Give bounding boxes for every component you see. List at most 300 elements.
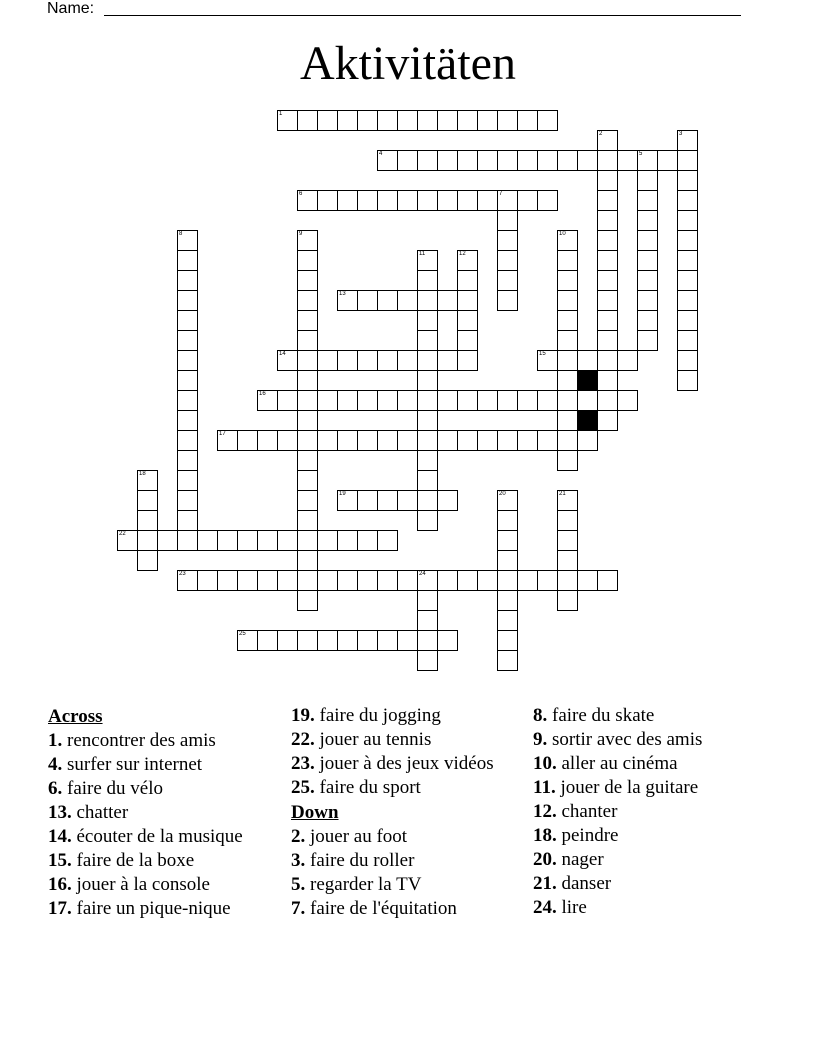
grid-cell[interactable] bbox=[537, 190, 558, 211]
grid-cell[interactable] bbox=[297, 290, 318, 311]
grid-cell[interactable] bbox=[177, 530, 198, 551]
grid-cell[interactable] bbox=[297, 190, 318, 211]
grid-cell[interactable] bbox=[557, 450, 578, 471]
grid-cell[interactable] bbox=[397, 570, 418, 591]
grid-cell[interactable] bbox=[457, 330, 478, 351]
grid-cell[interactable] bbox=[417, 450, 438, 471]
grid-cell[interactable] bbox=[257, 530, 278, 551]
cell-number: 8 bbox=[179, 231, 183, 237]
grid-cell[interactable] bbox=[377, 350, 398, 371]
grid-cell[interactable] bbox=[177, 270, 198, 291]
grid-cell[interactable] bbox=[597, 390, 618, 411]
grid-cell[interactable] bbox=[277, 570, 298, 591]
grid-cell[interactable] bbox=[557, 550, 578, 571]
grid-cell[interactable] bbox=[537, 570, 558, 591]
grid-cell[interactable] bbox=[317, 350, 338, 371]
grid-cell[interactable] bbox=[137, 470, 158, 491]
grid-cell[interactable] bbox=[457, 290, 478, 311]
grid-cell[interactable] bbox=[357, 350, 378, 371]
grid-cell[interactable] bbox=[297, 450, 318, 471]
grid-cell[interactable] bbox=[337, 110, 358, 131]
grid-cell[interactable] bbox=[237, 430, 258, 451]
grid-cell[interactable] bbox=[457, 250, 478, 271]
grid-cell[interactable] bbox=[177, 450, 198, 471]
grid-cell[interactable] bbox=[297, 390, 318, 411]
cell-number: 6 bbox=[299, 191, 303, 197]
grid-cell[interactable] bbox=[597, 570, 618, 591]
grid-cell[interactable] bbox=[557, 530, 578, 551]
grid-cell[interactable] bbox=[297, 250, 318, 271]
grid-cell[interactable] bbox=[417, 150, 438, 171]
clue-item bbox=[533, 776, 793, 799]
grid-cell[interactable] bbox=[577, 150, 598, 171]
grid-cell[interactable] bbox=[497, 590, 518, 611]
grid-cell[interactable] bbox=[417, 610, 438, 631]
grid-cell[interactable] bbox=[417, 410, 438, 431]
cell-number: 25 bbox=[239, 631, 246, 637]
grid-cell[interactable] bbox=[177, 370, 198, 391]
grid-cell[interactable] bbox=[277, 630, 298, 651]
grid-cell[interactable] bbox=[557, 290, 578, 311]
grid-cell[interactable] bbox=[497, 550, 518, 571]
grid-cell[interactable] bbox=[437, 190, 458, 211]
grid-cell[interactable] bbox=[477, 110, 498, 131]
grid-cell[interactable] bbox=[597, 350, 618, 371]
grid-cell[interactable] bbox=[137, 510, 158, 531]
grid-cell[interactable] bbox=[377, 490, 398, 511]
grid-cell[interactable] bbox=[177, 230, 198, 251]
grid-cell[interactable] bbox=[557, 390, 578, 411]
grid-cell[interactable] bbox=[457, 110, 478, 131]
grid-cell[interactable] bbox=[337, 430, 358, 451]
grid-cell[interactable] bbox=[297, 550, 318, 571]
grid-cell[interactable] bbox=[437, 290, 458, 311]
grid-cell[interactable] bbox=[257, 570, 278, 591]
grid-cell[interactable] bbox=[597, 330, 618, 351]
clue-number: 8. bbox=[533, 705, 548, 726]
cell-number: 20 bbox=[499, 491, 506, 497]
grid-cell[interactable] bbox=[597, 130, 618, 151]
grid-cell[interactable] bbox=[377, 530, 398, 551]
grid-cell[interactable] bbox=[417, 110, 438, 131]
cell-number: 2 bbox=[599, 131, 603, 137]
grid-cell[interactable] bbox=[277, 390, 298, 411]
name-line[interactable] bbox=[104, 15, 741, 16]
grid-cell[interactable] bbox=[557, 270, 578, 291]
grid-cell[interactable] bbox=[457, 350, 478, 371]
grid-cell[interactable] bbox=[357, 490, 378, 511]
grid-cell[interactable] bbox=[497, 490, 518, 511]
grid-cell[interactable] bbox=[557, 350, 578, 371]
grid-cell[interactable] bbox=[497, 530, 518, 551]
grid-cell[interactable] bbox=[557, 590, 578, 611]
grid-cell[interactable] bbox=[157, 530, 178, 551]
grid-cell[interactable] bbox=[577, 390, 598, 411]
grid-cell[interactable] bbox=[497, 570, 518, 591]
grid-cell[interactable] bbox=[637, 230, 658, 251]
grid-cell[interactable] bbox=[537, 350, 558, 371]
grid-cell[interactable] bbox=[377, 570, 398, 591]
grid-cell[interactable] bbox=[637, 290, 658, 311]
grid-cell[interactable] bbox=[557, 430, 578, 451]
clue-number: 19. bbox=[291, 705, 315, 726]
grid-cell[interactable] bbox=[617, 350, 638, 371]
grid-cell[interactable] bbox=[637, 150, 658, 171]
grid-cell[interactable] bbox=[597, 370, 618, 391]
grid-cell[interactable] bbox=[377, 190, 398, 211]
grid-cell[interactable] bbox=[357, 430, 378, 451]
grid-cell[interactable] bbox=[397, 630, 418, 651]
grid-cell[interactable] bbox=[677, 170, 698, 191]
clue-heading: Down bbox=[291, 802, 339, 823]
grid-cell[interactable] bbox=[537, 150, 558, 171]
grid-cell[interactable] bbox=[497, 290, 518, 311]
grid-cell[interactable] bbox=[637, 190, 658, 211]
grid-cell[interactable] bbox=[297, 570, 318, 591]
grid-cell[interactable] bbox=[117, 530, 138, 551]
grid-cell[interactable] bbox=[397, 110, 418, 131]
grid-cell[interactable] bbox=[437, 110, 458, 131]
grid-cell[interactable] bbox=[277, 430, 298, 451]
grid-cell[interactable] bbox=[437, 350, 458, 371]
grid-cell[interactable] bbox=[517, 430, 538, 451]
grid-cell[interactable] bbox=[557, 310, 578, 331]
clue-number: 21. bbox=[533, 873, 557, 894]
grid-cell[interactable] bbox=[337, 290, 358, 311]
grid-cell[interactable] bbox=[537, 430, 558, 451]
grid-cell[interactable] bbox=[177, 510, 198, 531]
clue-text: faire du skate bbox=[552, 705, 655, 726]
grid-cell[interactable] bbox=[457, 270, 478, 291]
grid-cell[interactable] bbox=[337, 390, 358, 411]
grid-cell[interactable] bbox=[597, 230, 618, 251]
grid-cell[interactable] bbox=[317, 190, 338, 211]
grid-cell[interactable] bbox=[357, 190, 378, 211]
clue-number: 16. bbox=[48, 874, 72, 895]
grid-cell[interactable] bbox=[237, 630, 258, 651]
grid-cell[interactable] bbox=[397, 430, 418, 451]
grid-cell[interactable] bbox=[517, 570, 538, 591]
grid-cell[interactable] bbox=[297, 430, 318, 451]
grid-cell[interactable] bbox=[637, 330, 658, 351]
grid-cell[interactable] bbox=[497, 610, 518, 631]
grid-cell[interactable] bbox=[137, 550, 158, 571]
grid-cell[interactable] bbox=[457, 430, 478, 451]
grid-cell[interactable] bbox=[337, 190, 358, 211]
grid-cell[interactable] bbox=[477, 430, 498, 451]
grid-cell[interactable] bbox=[337, 350, 358, 371]
grid-cell[interactable] bbox=[417, 590, 438, 611]
grid-cell[interactable] bbox=[577, 570, 598, 591]
grid-cell[interactable] bbox=[597, 190, 618, 211]
grid-cell[interactable] bbox=[397, 290, 418, 311]
grid-cell[interactable] bbox=[257, 390, 278, 411]
grid-cell[interactable] bbox=[177, 290, 198, 311]
grid-cell[interactable] bbox=[497, 650, 518, 671]
clue-text: faire du vélo bbox=[67, 778, 164, 799]
grid-cell[interactable] bbox=[677, 150, 698, 171]
grid-cell[interactable] bbox=[197, 570, 218, 591]
clue-number: 3. bbox=[291, 850, 306, 871]
grid-cell[interactable] bbox=[397, 350, 418, 371]
grid-cell[interactable] bbox=[297, 230, 318, 251]
grid-cell[interactable] bbox=[497, 250, 518, 271]
grid-cell[interactable] bbox=[677, 290, 698, 311]
grid-cell[interactable] bbox=[317, 110, 338, 131]
grid-cell[interactable] bbox=[397, 150, 418, 171]
grid-cell[interactable] bbox=[297, 490, 318, 511]
grid-cell[interactable] bbox=[217, 570, 238, 591]
grid-cell[interactable] bbox=[357, 570, 378, 591]
grid-cell[interactable] bbox=[417, 330, 438, 351]
grid-cell[interactable] bbox=[417, 350, 438, 371]
cell-number: 4 bbox=[379, 151, 383, 157]
grid-cell[interactable] bbox=[177, 350, 198, 371]
grid-cell[interactable] bbox=[517, 150, 538, 171]
grid-cell[interactable] bbox=[437, 150, 458, 171]
grid-cell[interactable] bbox=[417, 510, 438, 531]
grid-cell[interactable] bbox=[177, 430, 198, 451]
grid-cell[interactable] bbox=[217, 530, 238, 551]
grid-cell[interactable] bbox=[457, 570, 478, 591]
grid-cell[interactable] bbox=[417, 650, 438, 671]
grid-cell[interactable] bbox=[497, 270, 518, 291]
grid-cell[interactable] bbox=[477, 570, 498, 591]
grid-cell[interactable] bbox=[557, 230, 578, 251]
grid-cell[interactable] bbox=[497, 390, 518, 411]
grid-cell[interactable] bbox=[497, 230, 518, 251]
grid-cell[interactable] bbox=[177, 410, 198, 431]
grid-cell[interactable] bbox=[477, 390, 498, 411]
clue-number: 17. bbox=[48, 898, 72, 919]
grid-cell[interactable] bbox=[397, 490, 418, 511]
grid-cell[interactable] bbox=[417, 270, 438, 291]
grid-cell[interactable] bbox=[557, 410, 578, 431]
grid-cell[interactable] bbox=[417, 250, 438, 271]
grid-cell[interactable] bbox=[297, 630, 318, 651]
clue-text: jouer au tennis bbox=[319, 729, 432, 750]
grid-cell[interactable] bbox=[317, 570, 338, 591]
grid-cell[interactable] bbox=[177, 330, 198, 351]
clue-number: 4. bbox=[48, 754, 63, 775]
grid-cell[interactable] bbox=[377, 110, 398, 131]
grid-cell[interactable] bbox=[317, 390, 338, 411]
clue-text: faire un pique-nique bbox=[76, 898, 231, 919]
grid-cell[interactable] bbox=[437, 390, 458, 411]
grid-cell[interactable] bbox=[597, 250, 618, 271]
grid-cell[interactable] bbox=[297, 530, 318, 551]
grid-cell[interactable] bbox=[177, 250, 198, 271]
grid-cell[interactable] bbox=[597, 270, 618, 291]
grid-cell[interactable] bbox=[517, 390, 538, 411]
grid-cell[interactable] bbox=[637, 210, 658, 231]
grid-cell[interactable] bbox=[177, 490, 198, 511]
clue-item bbox=[533, 752, 793, 775]
grid-cell[interactable] bbox=[357, 290, 378, 311]
grid-cell[interactable] bbox=[437, 490, 458, 511]
grid-cell[interactable] bbox=[677, 350, 698, 371]
grid-cell[interactable] bbox=[577, 350, 598, 371]
grid-cell[interactable] bbox=[297, 590, 318, 611]
grid-cell[interactable] bbox=[677, 210, 698, 231]
grid-cell[interactable] bbox=[197, 530, 218, 551]
grid-cell[interactable] bbox=[497, 430, 518, 451]
grid-cell[interactable] bbox=[517, 110, 538, 131]
grid-cell[interactable] bbox=[377, 430, 398, 451]
grid-cell[interactable] bbox=[677, 330, 698, 351]
grid-cell[interactable] bbox=[277, 110, 298, 131]
grid-cell[interactable] bbox=[557, 370, 578, 391]
grid-cell[interactable] bbox=[637, 250, 658, 271]
page-title: Aktivitäten bbox=[300, 37, 516, 90]
grid-cell[interactable] bbox=[457, 150, 478, 171]
grid-cell[interactable] bbox=[417, 570, 438, 591]
grid-cell[interactable] bbox=[257, 630, 278, 651]
grid-cell[interactable] bbox=[557, 250, 578, 271]
grid-cell[interactable] bbox=[497, 210, 518, 231]
grid-cell[interactable] bbox=[317, 530, 338, 551]
grid-cell[interactable] bbox=[357, 110, 378, 131]
grid-cell[interactable] bbox=[297, 350, 318, 371]
cell-number: 10 bbox=[559, 231, 566, 237]
grid-cell[interactable] bbox=[417, 470, 438, 491]
grid-cell[interactable] bbox=[637, 310, 658, 331]
grid-cell[interactable] bbox=[417, 430, 438, 451]
clue-text: peindre bbox=[561, 825, 619, 846]
grid-cell[interactable] bbox=[497, 630, 518, 651]
clue-text: faire du sport bbox=[319, 777, 421, 798]
grid-cell[interactable] bbox=[677, 130, 698, 151]
clue-number: 25. bbox=[291, 777, 315, 798]
grid-cell[interactable] bbox=[537, 110, 558, 131]
grid-cell[interactable] bbox=[297, 510, 318, 531]
grid-cell[interactable] bbox=[557, 150, 578, 171]
grid-cell[interactable] bbox=[557, 510, 578, 531]
clue-item bbox=[533, 896, 793, 919]
grid-cell[interactable] bbox=[597, 170, 618, 191]
grid-cell[interactable] bbox=[437, 570, 458, 591]
grid-cell[interactable] bbox=[137, 490, 158, 511]
grid-cell[interactable] bbox=[677, 190, 698, 211]
grid-cell[interactable] bbox=[337, 570, 358, 591]
grid-cell[interactable] bbox=[237, 530, 258, 551]
grid-cell[interactable] bbox=[297, 110, 318, 131]
grid-cell[interactable] bbox=[317, 630, 338, 651]
grid-cell[interactable] bbox=[417, 390, 438, 411]
grid-cell[interactable] bbox=[337, 630, 358, 651]
grid-cell[interactable] bbox=[657, 150, 678, 171]
grid-cell[interactable] bbox=[297, 310, 318, 331]
grid-cell[interactable] bbox=[397, 190, 418, 211]
grid-cell[interactable] bbox=[537, 390, 558, 411]
grid-cell[interactable] bbox=[217, 430, 238, 451]
grid-cell[interactable] bbox=[497, 190, 518, 211]
grid-cell[interactable] bbox=[357, 390, 378, 411]
grid-cell[interactable] bbox=[577, 430, 598, 451]
grid-cell[interactable] bbox=[297, 410, 318, 431]
grid-cell[interactable] bbox=[297, 270, 318, 291]
grid-cell[interactable] bbox=[557, 330, 578, 351]
clue-number: 14. bbox=[48, 826, 72, 847]
grid-cell[interactable] bbox=[477, 190, 498, 211]
grid-cell[interactable] bbox=[377, 390, 398, 411]
grid-cell[interactable] bbox=[497, 510, 518, 531]
grid-cell[interactable] bbox=[277, 530, 298, 551]
grid-cell[interactable] bbox=[497, 110, 518, 131]
clue-text: faire de la boxe bbox=[76, 850, 195, 871]
grid-cell[interactable] bbox=[297, 470, 318, 491]
grid-cell[interactable] bbox=[397, 390, 418, 411]
grid-cell[interactable] bbox=[177, 310, 198, 331]
grid-cell[interactable] bbox=[677, 370, 698, 391]
cell-number: 22 bbox=[119, 531, 126, 537]
grid-cell[interactable] bbox=[497, 150, 518, 171]
grid-cell[interactable] bbox=[637, 170, 658, 191]
grid-cell[interactable] bbox=[477, 150, 498, 171]
grid-cell[interactable] bbox=[137, 530, 158, 551]
grid-cell[interactable] bbox=[177, 390, 198, 411]
cell-number: 7 bbox=[499, 191, 503, 197]
grid-cell[interactable] bbox=[237, 570, 258, 591]
grid-cell[interactable] bbox=[437, 430, 458, 451]
grid-cell[interactable] bbox=[297, 370, 318, 391]
clue-item bbox=[291, 776, 521, 799]
grid-cell[interactable] bbox=[437, 630, 458, 651]
grid-cell[interactable] bbox=[357, 630, 378, 651]
grid-cell[interactable] bbox=[597, 410, 618, 431]
grid-cell[interactable] bbox=[677, 250, 698, 271]
grid-cell[interactable] bbox=[297, 330, 318, 351]
grid-cell[interactable] bbox=[377, 150, 398, 171]
grid-cell[interactable] bbox=[417, 630, 438, 651]
grid-cell[interactable] bbox=[617, 390, 638, 411]
grid-cell[interactable] bbox=[417, 370, 438, 391]
grid-cell[interactable] bbox=[417, 290, 438, 311]
cell-number: 3 bbox=[679, 131, 683, 137]
grid-cell[interactable] bbox=[597, 290, 618, 311]
grid-cell[interactable] bbox=[337, 490, 358, 511]
grid-cell[interactable] bbox=[457, 390, 478, 411]
grid-cell[interactable] bbox=[517, 190, 538, 211]
grid-cell[interactable] bbox=[177, 570, 198, 591]
grid-cell[interactable] bbox=[417, 490, 438, 511]
black-cell bbox=[577, 370, 598, 391]
grid-cell[interactable] bbox=[377, 290, 398, 311]
grid-cell[interactable] bbox=[617, 150, 638, 171]
grid-cell[interactable] bbox=[597, 210, 618, 231]
grid-cell[interactable] bbox=[637, 270, 658, 291]
grid-cell[interactable] bbox=[277, 350, 298, 371]
grid-cell[interactable] bbox=[457, 310, 478, 331]
grid-cell[interactable] bbox=[177, 470, 198, 491]
grid-cell[interactable] bbox=[557, 570, 578, 591]
grid-cell[interactable] bbox=[457, 190, 478, 211]
grid-cell[interactable] bbox=[257, 430, 278, 451]
grid-cell[interactable] bbox=[417, 310, 438, 331]
grid-cell[interactable] bbox=[677, 230, 698, 251]
grid-cell[interactable] bbox=[377, 630, 398, 651]
grid-cell[interactable] bbox=[597, 310, 618, 331]
grid-cell[interactable] bbox=[557, 490, 578, 511]
grid-cell[interactable] bbox=[597, 150, 618, 171]
clue-item bbox=[533, 848, 793, 871]
grid-cell[interactable] bbox=[677, 310, 698, 331]
grid-cell[interactable] bbox=[337, 530, 358, 551]
grid-cell[interactable] bbox=[677, 270, 698, 291]
grid-cell[interactable] bbox=[357, 530, 378, 551]
grid-cell[interactable] bbox=[417, 190, 438, 211]
grid-cell[interactable] bbox=[317, 430, 338, 451]
